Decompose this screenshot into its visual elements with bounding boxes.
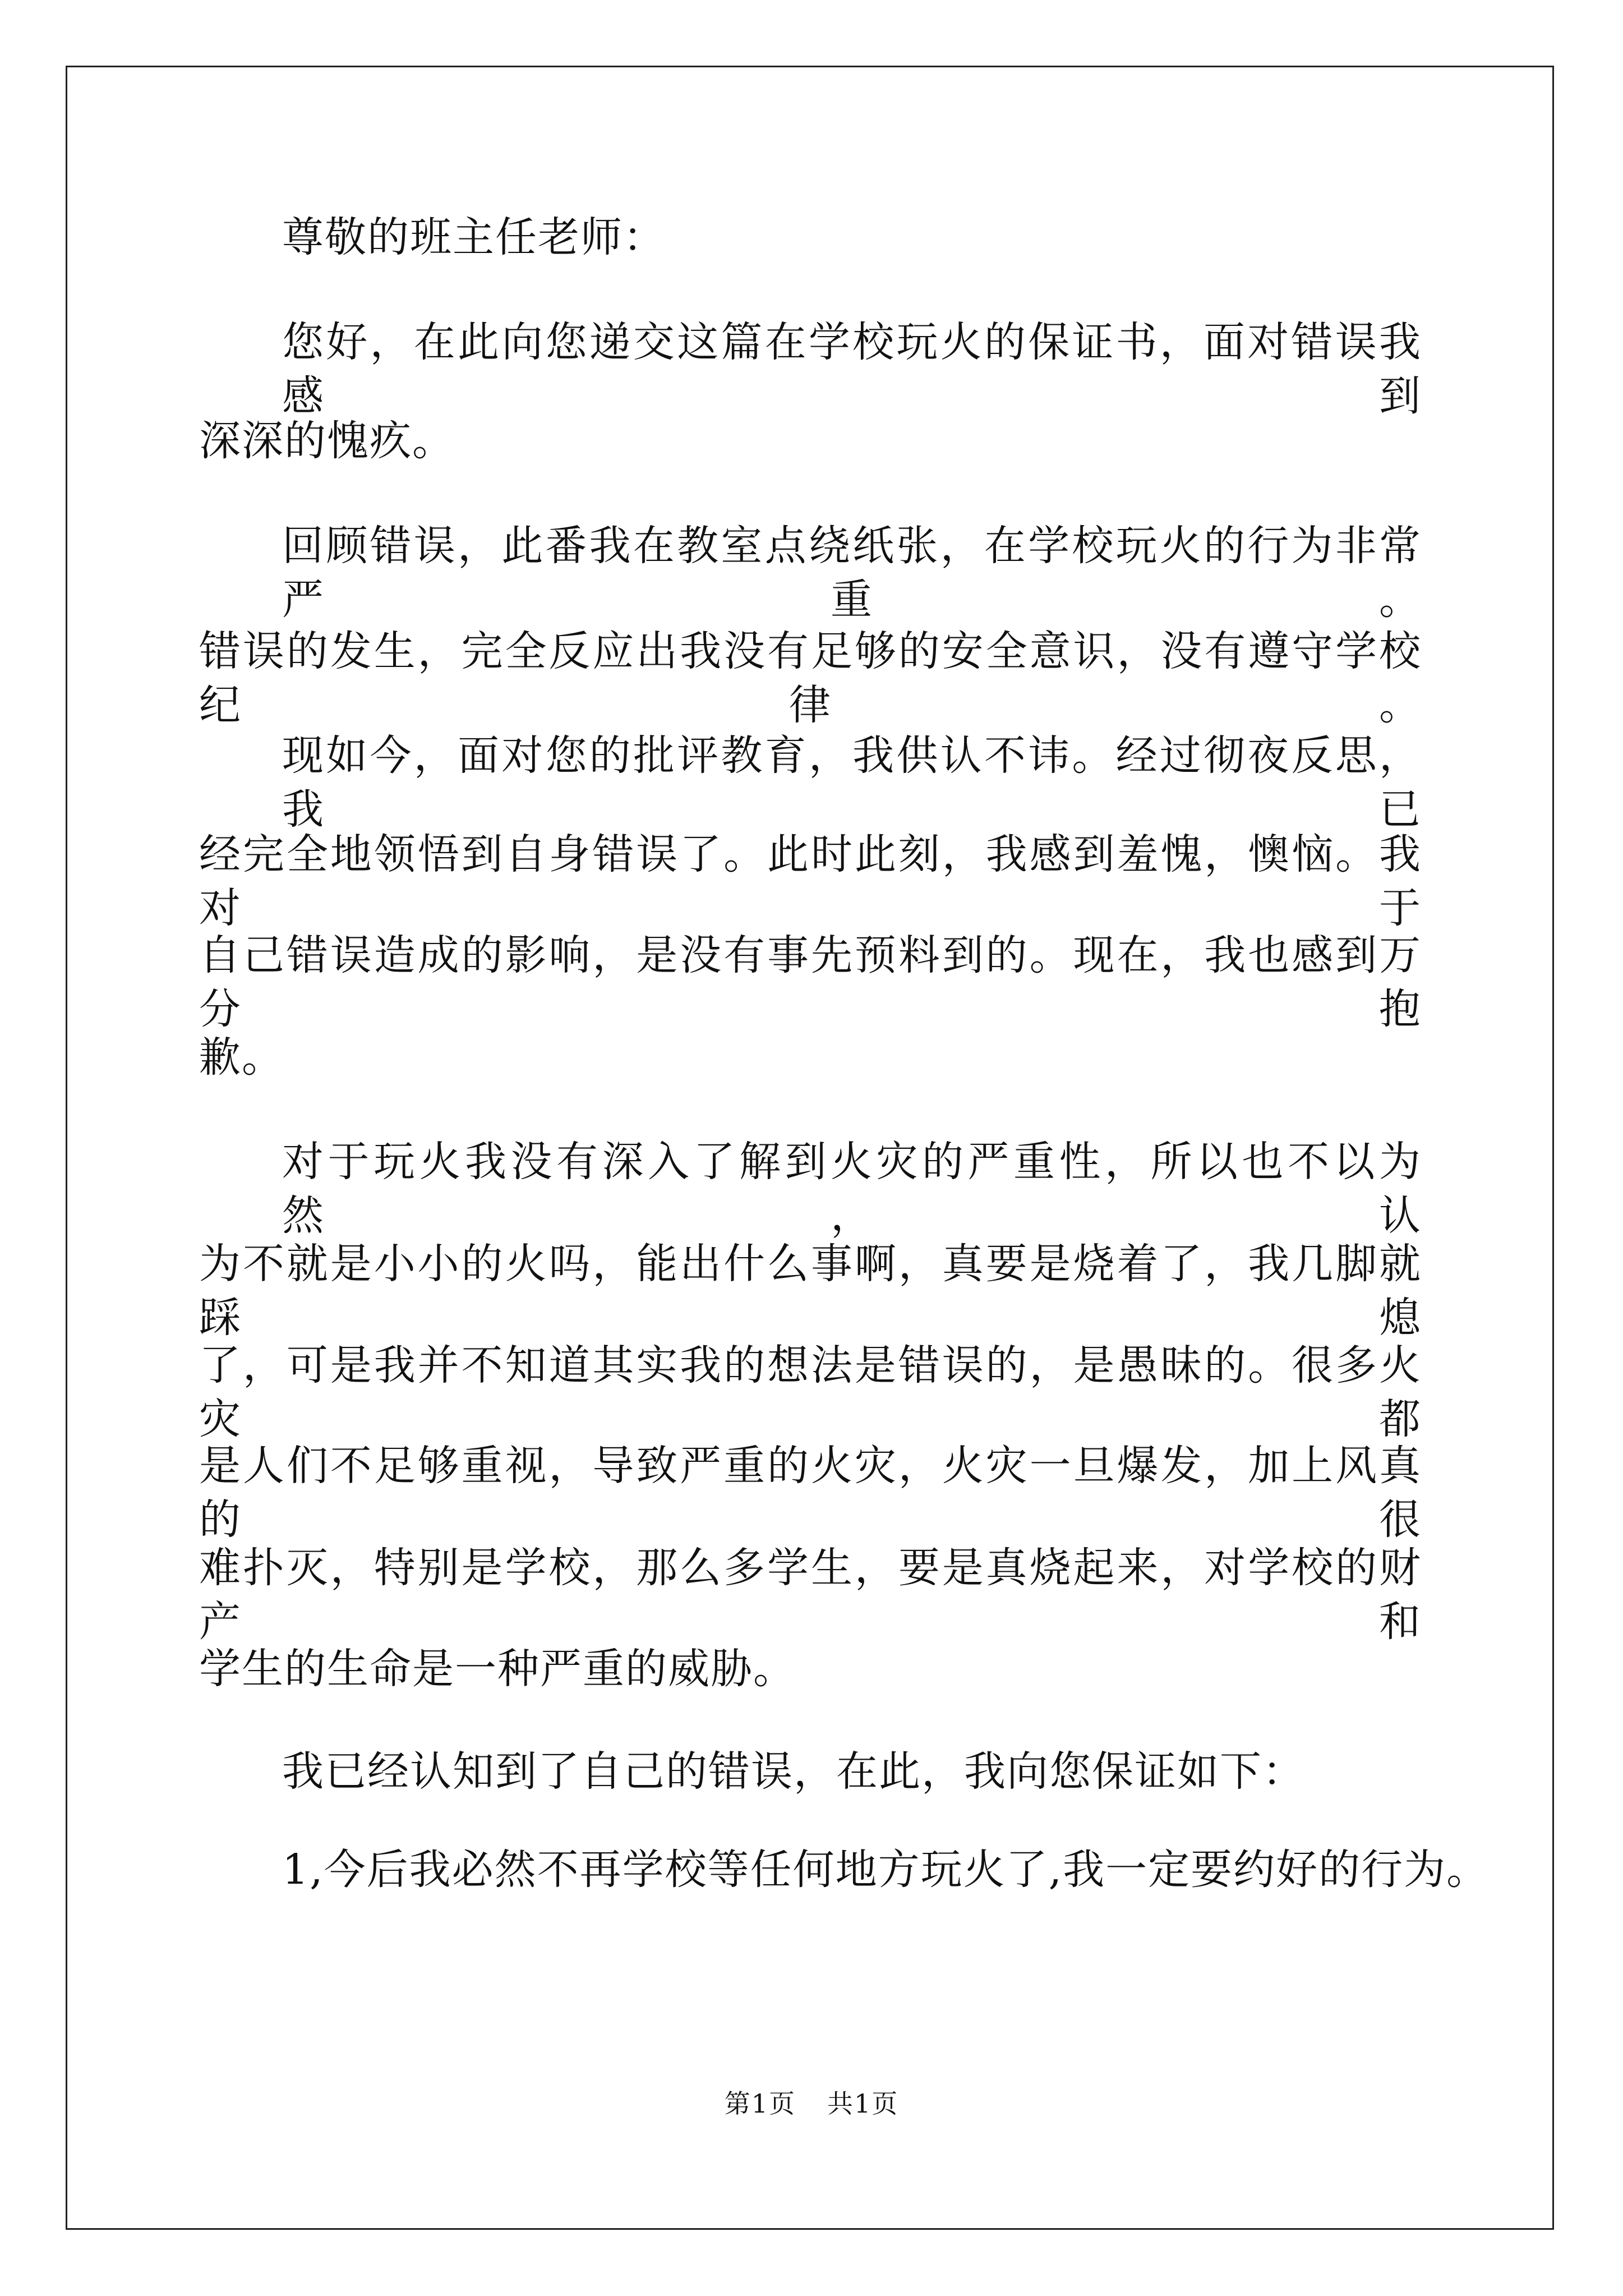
- page-number: 第1页: [724, 2088, 796, 2119]
- page-count: 共1页: [827, 2088, 899, 2119]
- paragraph-line: 是人们不足够重视，导致严重的火灾，火灾一旦爆发，加上风真的很: [199, 1442, 1422, 1544]
- paragraph-line: 难扑灭，特别是学校，那么多学生，要是真烧起来，对学校的财产和: [199, 1544, 1422, 1646]
- page-footer: [0, 2087, 1623, 2120]
- paragraph-line: 为不就是小小的火吗，能出什么事啊，真要是烧着了，我几脚就踩熄: [199, 1240, 1422, 1342]
- paragraph-line: 歉。: [199, 1033, 284, 1082]
- paragraph-line: 对于玩火我没有深入了解到火灾的严重性，所以也不以为然，认: [282, 1138, 1422, 1240]
- paragraph-line: 您好，在此向您递交这篇在学校玩火的保证书，面对错误我感到: [282, 318, 1422, 420]
- paragraph-line: 回顾错误，此番我在教室点绕纸张，在学校玩火的行为非常严重。: [282, 522, 1422, 624]
- paragraph-line: 自己错误造成的影响，是没有事先预料到的。现在，我也感到万分抱: [199, 931, 1422, 1033]
- paragraph-line: 深深的愧疚。: [199, 417, 455, 465]
- paragraph-line: 1,今后我必然不再学校等任何地方玩火了,我一定要约好的行为。: [282, 1846, 1490, 1894]
- paragraph-line: 经完全地领悟到自身错误了。此时此刻，我感到羞愧，懊恼。我对于: [199, 830, 1422, 932]
- salutation: 尊敬的班主任老师：: [282, 213, 666, 261]
- paragraph-line: 学生的生命是一种严重的威胁。: [199, 1645, 796, 1693]
- paragraph-line: 错误的发生，完全反应出我没有足够的安全意识，没有遵守学校纪律。: [199, 627, 1422, 729]
- paragraph-line: 我已经认知到了自己的错误，在此，我向您保证如下：: [282, 1747, 1305, 1796]
- paragraph-line: 现如今，面对您的批评教育，我供认不讳。经过彻夜反思，我已: [282, 731, 1422, 834]
- paragraph-line: 了，可是我并不知道其实我的想法是错误的，是愚昧的。很多火灾都: [199, 1341, 1422, 1443]
